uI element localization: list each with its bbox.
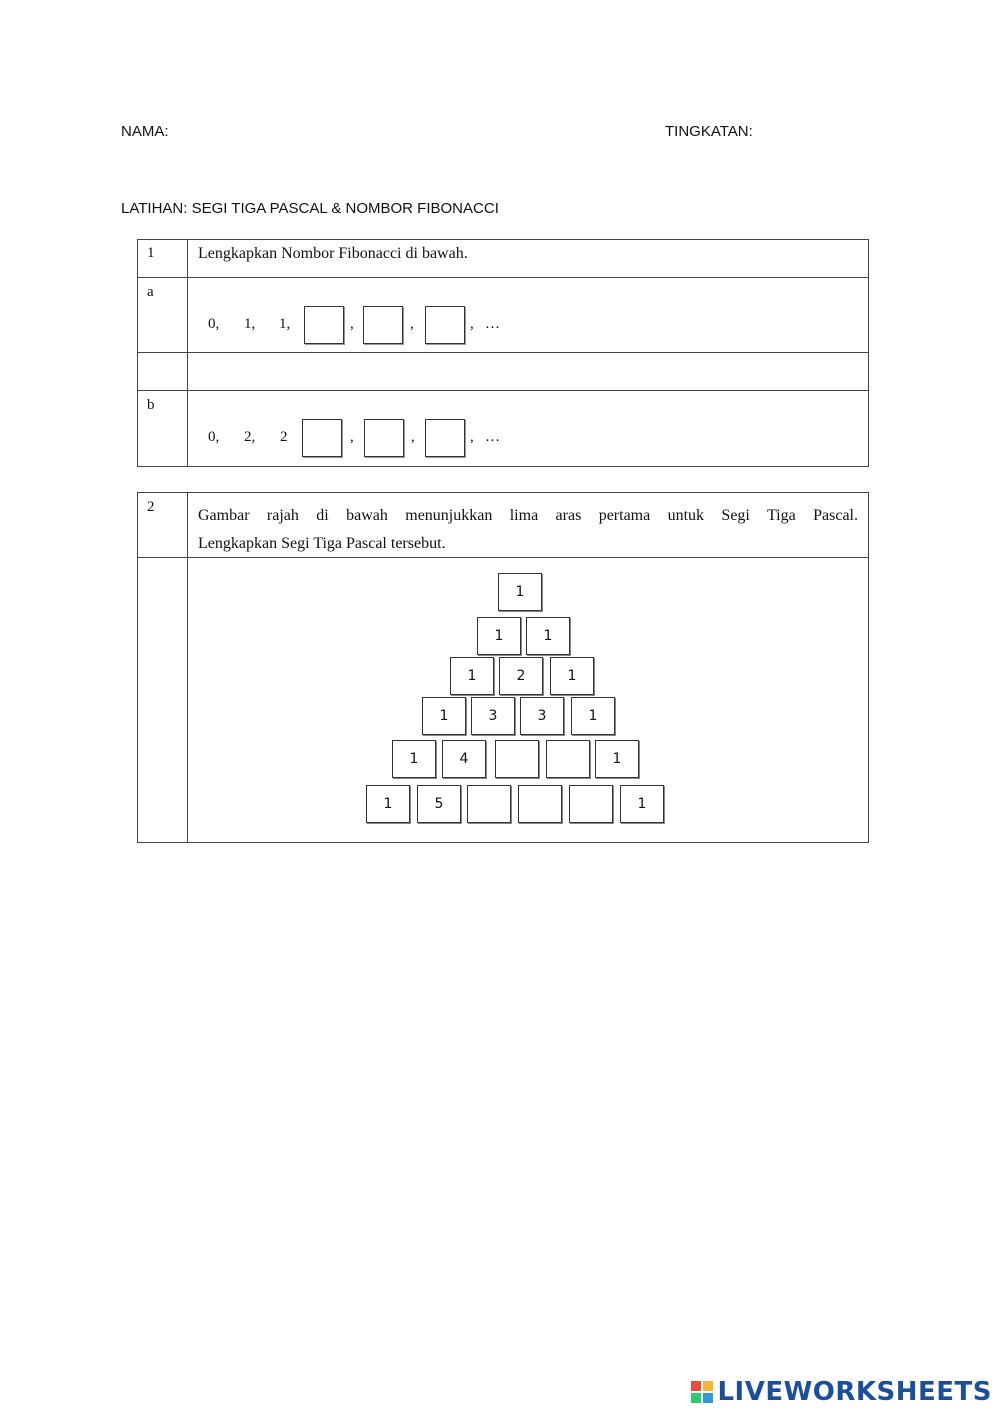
pascal-cell: 1	[550, 657, 594, 695]
pascal-cell: 1	[392, 740, 436, 778]
sequence-ellipsis: , …	[470, 316, 500, 332]
fibonacci-b-answer-box-1[interactable]	[302, 419, 342, 457]
table-divider	[187, 492, 188, 843]
fibonacci-a-answer-box-3[interactable]	[425, 306, 465, 344]
logo-text: LIVEWORKSHEETS	[717, 1377, 992, 1407]
question-instruction: Gambar rajah di bawah menunjukkan lima aras pertama untuk Segi Tiga Pascal.	[198, 507, 858, 524]
separator: ,	[350, 316, 354, 332]
pascal-cell: 1	[526, 617, 570, 655]
pascal-cell: 3	[520, 697, 564, 735]
separator: ,	[350, 429, 354, 445]
question-instruction-line2: Lengkapkan Segi Tiga Pascal tersebut.	[198, 535, 446, 552]
sequence-term: 1,	[244, 316, 256, 332]
pascal-cell: 1	[477, 617, 521, 655]
table-divider	[137, 277, 869, 278]
worksheet-title: LATIHAN: SEGI TIGA PASCAL & NOMBOR FIBONACCI	[121, 200, 499, 217]
table-divider	[187, 239, 188, 467]
pascal-cell: 1	[422, 697, 466, 735]
pascal-cell: 1	[595, 740, 639, 778]
sequence-term: 0,	[208, 316, 220, 332]
separator: ,	[411, 429, 415, 445]
fibonacci-a-answer-box-2[interactable]	[363, 306, 403, 344]
question-number: 2	[147, 499, 155, 515]
sequence-term: 0,	[208, 429, 220, 445]
separator: ,	[410, 316, 414, 332]
part-label-b: b	[147, 397, 155, 413]
fibonacci-a-answer-box-1[interactable]	[304, 306, 344, 344]
liveworksheets-logo	[691, 1377, 992, 1407]
pascal-cell: 2	[499, 657, 543, 695]
fibonacci-b-answer-box-2[interactable]	[364, 419, 404, 457]
fibonacci-b-answer-box-3[interactable]	[425, 419, 465, 457]
pascal-cell: 4	[442, 740, 486, 778]
pascal-cell: 1	[450, 657, 494, 695]
form-label: TINGKATAN:	[665, 123, 753, 140]
table-divider	[137, 390, 869, 391]
name-label: NAMA:	[121, 123, 169, 140]
pascal-cell: 1	[620, 785, 664, 823]
pascal-answer-box[interactable]	[569, 785, 613, 823]
pascal-cell: 1	[571, 697, 615, 735]
pascal-cell: 1	[366, 785, 410, 823]
pascal-answer-box[interactable]	[518, 785, 562, 823]
pascal-answer-box[interactable]	[467, 785, 511, 823]
pascal-cell: 3	[471, 697, 515, 735]
logo-mark-icon	[691, 1381, 713, 1403]
pascal-answer-box[interactable]	[546, 740, 590, 778]
pascal-cell: 5	[417, 785, 461, 823]
sequence-term: 2,	[244, 429, 256, 445]
part-label-a: a	[147, 284, 154, 300]
sequence-term: 2	[280, 429, 288, 445]
table-divider	[137, 352, 869, 353]
sequence-term: 1,	[279, 316, 291, 332]
pascal-answer-box[interactable]	[495, 740, 539, 778]
question-instruction: Lengkapkan Nombor Fibonacci di bawah.	[198, 245, 468, 262]
question-number: 1	[147, 245, 155, 261]
table-divider	[137, 557, 869, 558]
sequence-ellipsis: , …	[470, 429, 500, 445]
pascal-cell: 1	[498, 573, 542, 611]
